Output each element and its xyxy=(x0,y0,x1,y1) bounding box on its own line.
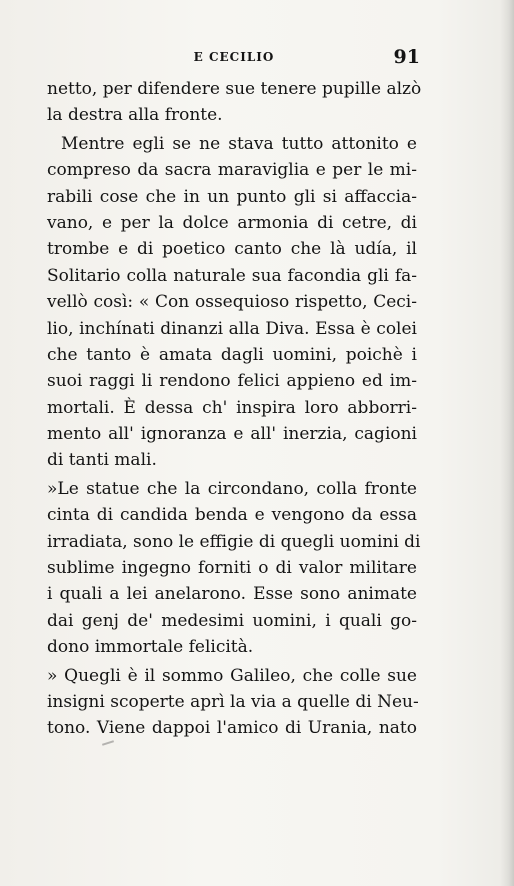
text-line: di tanti mali. xyxy=(47,450,157,471)
text-line: Mentre egli se ne stava tutto attonito e xyxy=(61,133,417,154)
text-line: netto, per difendere sue tenere pupille alzò xyxy=(47,79,422,99)
text-line: vano, e per la dolce armonia di cetre, di xyxy=(47,212,417,233)
paragraph-4 xyxy=(47,663,417,742)
paragraph-1 xyxy=(47,76,422,129)
text-line: mento all' ignoranza e all' inerzia, cagioni xyxy=(47,424,417,445)
running-head xyxy=(48,46,420,72)
text-line: trombe e di poetico canto che là udía, il xyxy=(47,239,417,260)
text-line: compreso da sacra maraviglia e per le mi- xyxy=(47,160,417,181)
text-line: insigni scoperte aprì la via a quelle di Neu- xyxy=(47,691,419,712)
text-line: »Le statue che la circondano, colla fronte xyxy=(47,478,417,499)
text-line: lio, inchínati dinanzi alla Diva. Essa è colei xyxy=(47,318,417,339)
text-line: dono immortale felicità. xyxy=(47,637,254,658)
paragraph-2 xyxy=(47,131,417,474)
text-line: rabili cose che in un punto gli si affaccia- xyxy=(47,186,417,207)
body-text xyxy=(47,76,422,742)
running-title: E CECILIO xyxy=(193,50,275,64)
text-line: che tanto è amata dagli uomini, poichè i xyxy=(47,344,417,365)
text-line: cinta di candida benda e vengono da essa xyxy=(47,505,417,526)
text-line: » Quegli è il sommo Galileo, che colle sue xyxy=(47,665,417,686)
page-edge-shadow xyxy=(500,0,514,886)
text-line: suoi raggi li rendono felici appieno ed im- xyxy=(47,371,417,392)
text-line: sublime ingegno forniti o di valor militare xyxy=(47,558,417,579)
text-line: dai genj de' medesimi uomini, i quali go- xyxy=(47,610,417,631)
text-line: vellò così: « Con ossequioso rispetto, Ceci- xyxy=(47,292,417,313)
paragraph-3 xyxy=(47,476,421,661)
text-line: irradiata, sono le effigie di quegli uomini di xyxy=(47,531,421,552)
text-line: Solitario colla naturale sua facondia gli fa- xyxy=(47,265,417,286)
text-line: mortali. È dessa ch' inspira loro abborri- xyxy=(47,397,417,418)
text-line: i quali a lei anelarono. Esse sono animate xyxy=(47,584,417,605)
page-number: 91 xyxy=(393,46,420,68)
text-line: la destra alla fronte. xyxy=(47,105,223,126)
text-line: tono. Viene dappoi l'amico di Urania, nato xyxy=(47,718,417,739)
